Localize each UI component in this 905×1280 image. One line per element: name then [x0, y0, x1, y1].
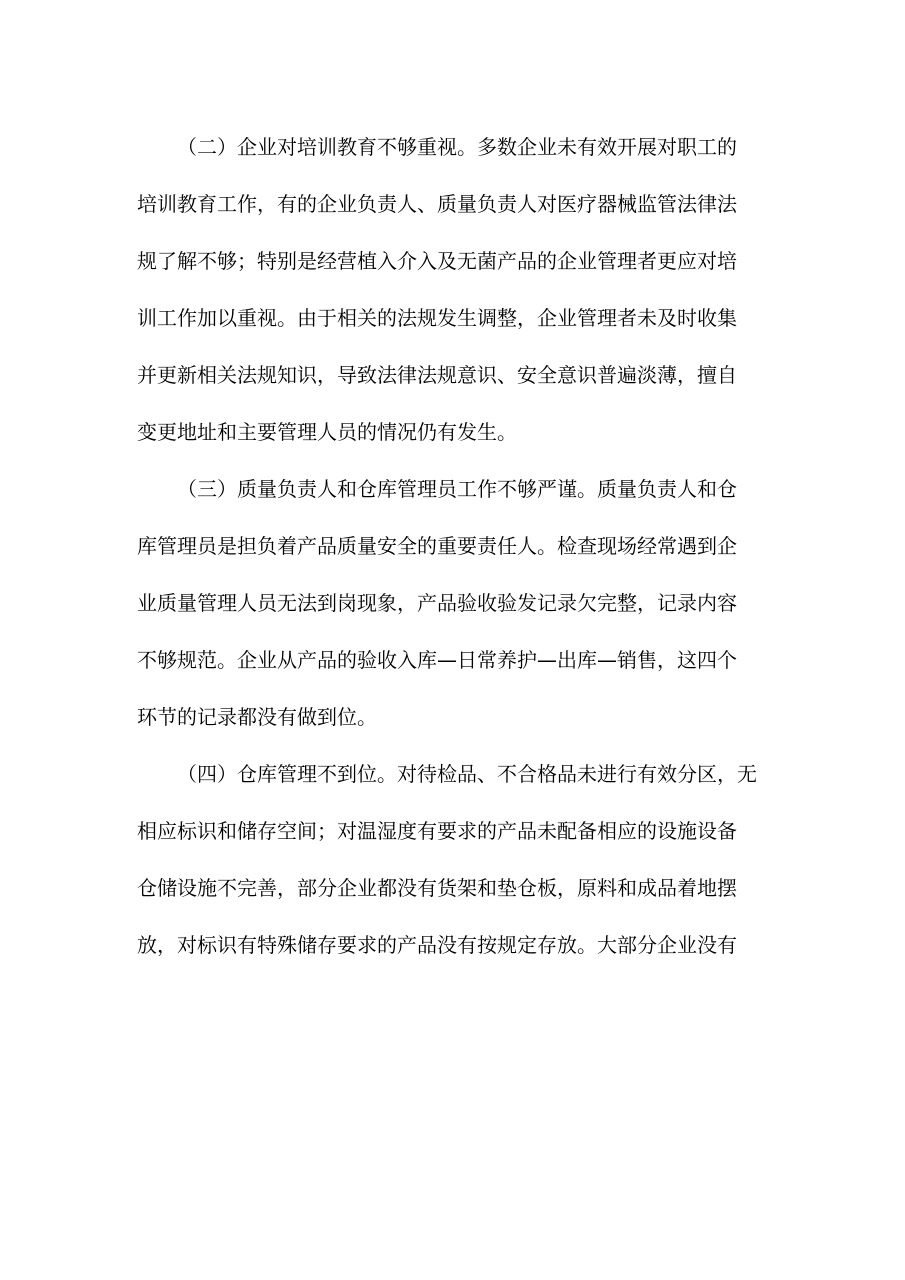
text-line: 相应标识和储存空间；对温湿度有要求的产品未配备相应的设施设备: [137, 819, 737, 843]
text-line: 训工作加以重视。由于相关的法规发生调整，企业管理者未及时收集: [137, 306, 737, 330]
text-line: 并更新相关法规知识，导致法律法规意识、安全意识普遍淡薄，擅自: [137, 363, 737, 387]
text-line: （二）企业对培训教育不够重视。多数企业未有效开展对职工的: [177, 135, 737, 159]
text-line: 放，对标识有特殊储存要求的产品没有按规定存放。大部分企业没有: [137, 933, 737, 957]
text-line: （三）质量负责人和仓库管理员工作不够严谨。质量负责人和仓: [177, 477, 737, 501]
paragraph-quality-staff: [137, 461, 777, 746]
text-line: 培训教育工作，有的企业负责人、质量负责人对医疗器械监管法律法: [137, 192, 737, 216]
text-line: 业质量管理人员无法到岗现象，产品验收验发记录欠完整，记录内容: [137, 591, 737, 615]
text-line: 规了解不够；特别是经营植入介入及无菌产品的企业管理者更应对培: [137, 249, 737, 273]
document-body: [137, 119, 777, 974]
text-line: 库管理员是担负着产品质量安全的重要责任人。检查现场经常遇到企: [137, 534, 737, 558]
text-line: 不够规范。企业从产品的验收入库—日常养护—出库—销售，这四个: [137, 648, 737, 672]
paragraph-warehouse: [137, 746, 777, 974]
text-line: （四）仓库管理不到位。对待检品、不合格品未进行有效分区，无: [177, 762, 757, 786]
paragraph-training: [137, 119, 777, 461]
text-line: 变更地址和主要管理人员的情况仍有发生。: [137, 420, 517, 444]
text-line: 仓储设施不完善，部分企业都没有货架和垫仓板，原料和成品着地摆: [137, 876, 737, 900]
text-line: 环节的记录都没有做到位。: [137, 705, 377, 729]
